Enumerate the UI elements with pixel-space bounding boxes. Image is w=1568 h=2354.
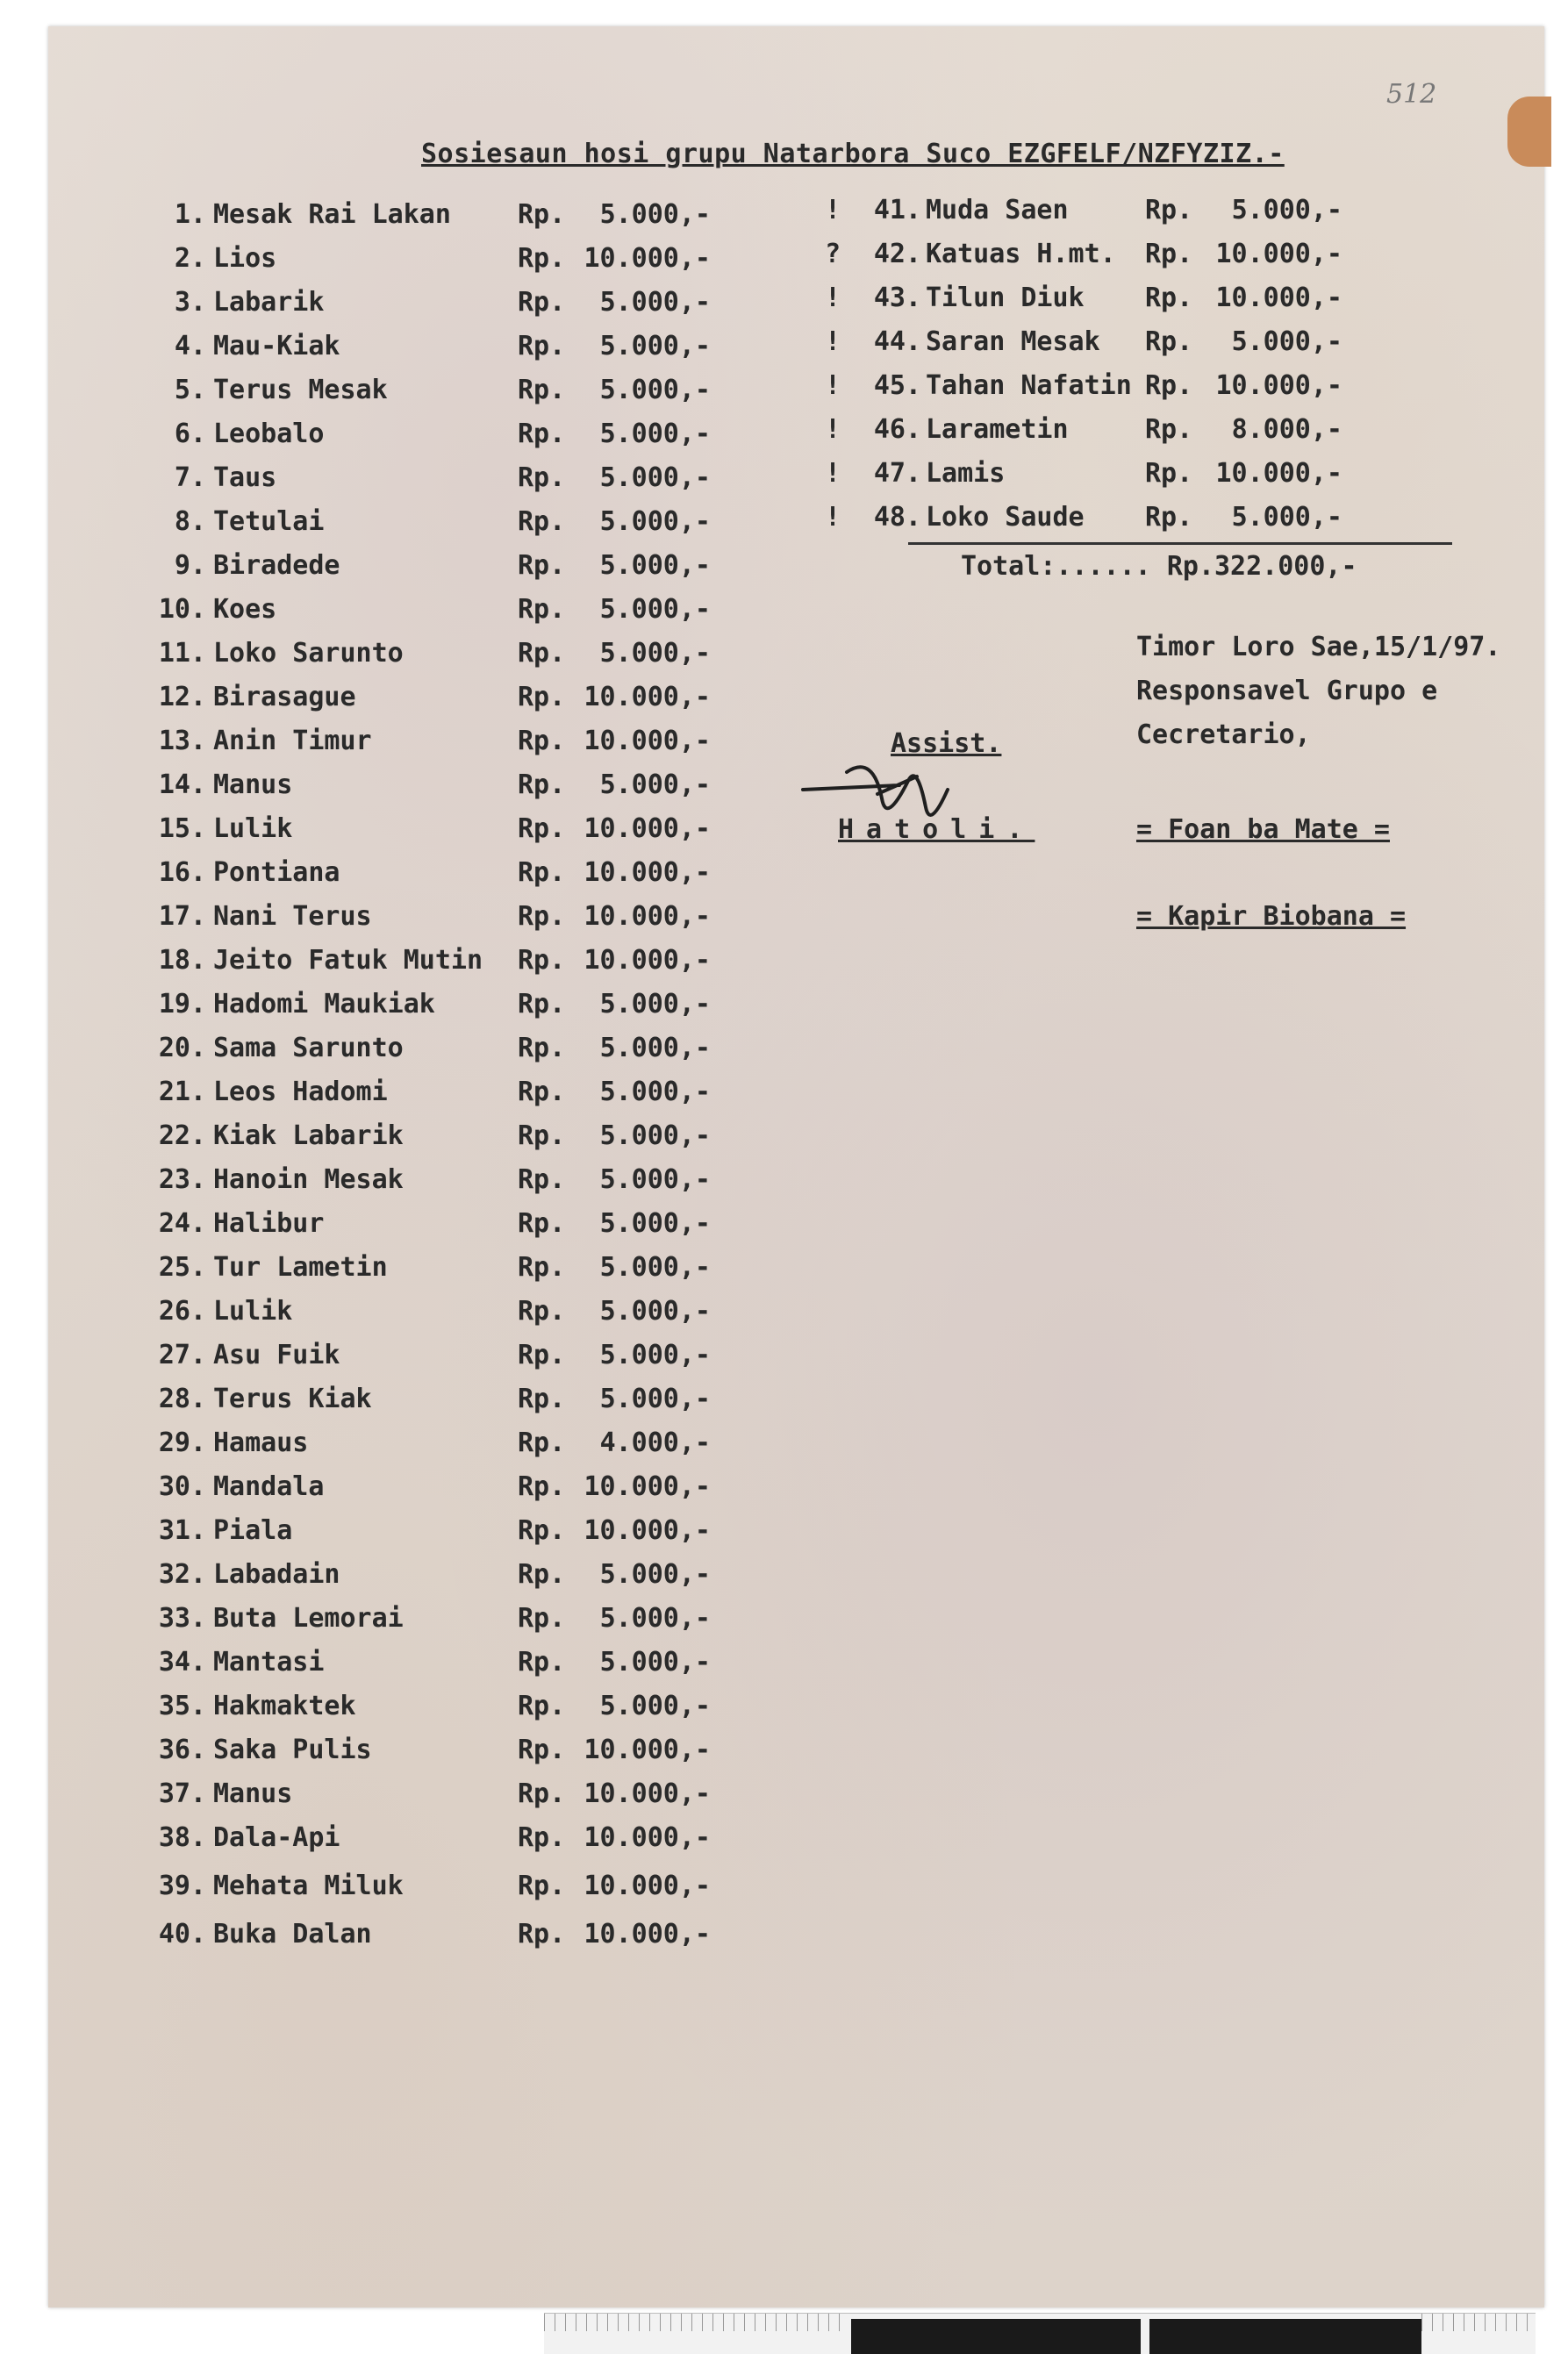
list-item-name: Dala-Api	[213, 1822, 340, 1853]
list-item-amount: 5.000,-	[599, 1691, 711, 1721]
list-item-num: 11.	[158, 638, 206, 669]
list-item-name: Leos Hadomi	[213, 1077, 388, 1107]
list-item-num: 38.	[158, 1822, 206, 1853]
list-item	[110, 1821, 724, 1856]
list-item-amount: 5.000,-	[599, 1077, 711, 1107]
list-item-num: 45.	[873, 370, 921, 401]
list-item-name: Anin Timur	[213, 726, 372, 756]
list-item-num: 36.	[158, 1735, 206, 1765]
list-item	[110, 1513, 724, 1549]
list-item-num: 48.	[873, 502, 921, 533]
list-item-rp: Rp.	[518, 287, 566, 318]
list-item	[110, 197, 724, 233]
list-item-name: Mesak Rai Lakan	[213, 199, 451, 230]
list-item-rp: Rp.	[518, 901, 566, 932]
list-item-amount: 10.000,-	[584, 1871, 711, 1901]
list-item-amount: 10.000,-	[584, 682, 711, 712]
list-item-rp: Rp.	[518, 1427, 566, 1458]
list-item-name: Tilun Diuk	[926, 283, 1085, 313]
list-item-num: 1.	[174, 199, 206, 230]
list-item-name: Katuas H.mt.	[926, 239, 1116, 269]
list-item-amount: 10.000,-	[584, 1471, 711, 1502]
list-item-rp: Rp.	[518, 1208, 566, 1239]
list-item-amount: 5.000,-	[599, 506, 711, 537]
assist-label: Assist.	[891, 728, 1002, 759]
list-item-rp: Rp.	[518, 1735, 566, 1765]
list-item	[110, 680, 724, 715]
list-item	[110, 1163, 724, 1198]
place-date: Timor Loro Sae,15/1/97.	[1136, 632, 1501, 662]
list-item	[110, 1382, 724, 1417]
list-item-amount: 5.000,-	[599, 1340, 711, 1370]
list-item-amount: 8.000,-	[1231, 414, 1342, 445]
list-item-name: Tahan Nafatin	[926, 370, 1132, 401]
list-item-amount: 5.000,-	[599, 1384, 711, 1414]
list-item-rp: Rp.	[518, 945, 566, 976]
list-item-amount: 5.000,-	[599, 287, 711, 318]
list-item-mark: !	[825, 502, 841, 533]
list-item-rp: Rp.	[518, 1559, 566, 1590]
list-item-amount: 5.000,-	[599, 462, 711, 493]
list-item-num: 12.	[158, 682, 206, 712]
list-item-name: Taus	[213, 462, 277, 493]
list-item-rp: Rp.	[1145, 458, 1193, 489]
list-item-rp: Rp.	[518, 1077, 566, 1107]
list-item-mark: ?	[825, 239, 841, 269]
list-item-amount: 5.000,-	[599, 769, 711, 800]
list-item	[110, 1869, 724, 1904]
list-item-name: Tur Lametin	[213, 1252, 388, 1283]
list-item-amount: 5.000,-	[599, 1120, 711, 1151]
list-item-name: Hamaus	[213, 1427, 309, 1458]
list-item-mark: !	[825, 458, 841, 489]
color-patch-black	[1149, 2319, 1421, 2354]
list-item-amount: 5.000,-	[599, 331, 711, 361]
list-item	[110, 1777, 724, 1812]
signatory-2: = Kapir Biobana =	[1136, 901, 1407, 932]
list-item-num: 25.	[158, 1252, 206, 1283]
list-item-amount: 5.000,-	[599, 1647, 711, 1678]
list-item	[110, 855, 724, 891]
list-item	[110, 1206, 724, 1241]
list-item-amount: 10.000,-	[584, 1778, 711, 1809]
list-item	[110, 812, 724, 847]
list-item-name: Sama Sarunto	[213, 1033, 404, 1063]
list-item-rp: Rp.	[518, 1471, 566, 1502]
list-item-amount: 5.000,-	[599, 550, 711, 581]
list-item	[110, 1119, 724, 1154]
list-item-num: 44.	[873, 326, 921, 357]
list-item-rp: Rp.	[518, 550, 566, 581]
list-item-rp: Rp.	[518, 462, 566, 493]
list-item-name: Larametin	[926, 414, 1069, 445]
list-item-amount: 4.000,-	[599, 1427, 711, 1458]
list-item	[825, 456, 1457, 491]
total-label: Total:......	[961, 551, 1151, 582]
list-item-name: Saka Pulis	[213, 1735, 372, 1765]
responsible-line-2: Cecretario,	[1136, 719, 1311, 750]
list-item-rp: Rp.	[1145, 326, 1193, 357]
list-item-rp: Rp.	[518, 1603, 566, 1634]
list-item-rp: Rp.	[518, 331, 566, 361]
list-item-amount: 10.000,-	[584, 1919, 711, 1950]
list-item	[110, 1733, 724, 1768]
ruler-ticks	[1421, 2314, 1536, 2331]
list-item	[110, 329, 724, 364]
list-item-num: 8.	[174, 506, 206, 537]
list-item-rp: Rp.	[518, 1778, 566, 1809]
list-item-rp: Rp.	[518, 1871, 566, 1901]
list-item-amount: 5.000,-	[599, 1603, 711, 1634]
list-item-name: Manus	[213, 1778, 293, 1809]
list-item-amount: 5.000,-	[599, 1033, 711, 1063]
list-item-num: 37.	[158, 1778, 206, 1809]
list-item	[110, 461, 724, 496]
list-item-num: 18.	[158, 945, 206, 976]
list-item-name: Loko Sarunto	[213, 638, 404, 669]
list-item-num: 21.	[158, 1077, 206, 1107]
list-item	[825, 368, 1457, 404]
list-item-rp: Rp.	[518, 1340, 566, 1370]
list-item-amount: 5.000,-	[1231, 326, 1342, 357]
list-item	[110, 768, 724, 803]
list-item-amount: 10.000,-	[1215, 370, 1342, 401]
scan-color-bar	[544, 2313, 1536, 2354]
list-item-amount: 5.000,-	[599, 1296, 711, 1327]
list-item-name: Buka Dalan	[213, 1919, 372, 1950]
list-item-amount: 5.000,-	[599, 989, 711, 1020]
list-item	[110, 1601, 724, 1636]
list-item-mark: !	[825, 195, 841, 225]
list-item-num: 26.	[158, 1296, 206, 1327]
list-item-num: 35.	[158, 1691, 206, 1721]
total-amount: Rp.322.000,-	[1166, 551, 1357, 582]
list-item-num: 29.	[158, 1427, 206, 1458]
list-item	[110, 1470, 724, 1505]
list-item-rp: Rp.	[1145, 239, 1193, 269]
list-item-rp: Rp.	[518, 1252, 566, 1283]
list-item-rp: Rp.	[518, 419, 566, 449]
list-item-amount: 10.000,-	[584, 901, 711, 932]
list-item	[825, 325, 1457, 360]
list-item-rp: Rp.	[1145, 195, 1193, 225]
list-item-num: 43.	[873, 283, 921, 313]
list-item-amount: 10.000,-	[584, 726, 711, 756]
list-item-name: Birasague	[213, 682, 356, 712]
list-item-name: Lamis	[926, 458, 1006, 489]
list-item-amount: 5.000,-	[599, 199, 711, 230]
list-item-rp: Rp.	[518, 594, 566, 625]
list-item-name: Asu Fuik	[213, 1340, 340, 1370]
list-item-amount: 5.000,-	[599, 419, 711, 449]
list-item-name: Leobalo	[213, 419, 325, 449]
list-item	[825, 412, 1457, 447]
list-item-num: 7.	[174, 462, 206, 493]
signatory-1: = Foan ba Mate =	[1136, 814, 1390, 845]
list-item-name: Lios	[213, 243, 277, 274]
list-item-rp: Rp.	[518, 1384, 566, 1414]
list-item-rp: Rp.	[518, 989, 566, 1020]
list-item-num: 32.	[158, 1559, 206, 1590]
list-item-amount: 10.000,-	[584, 857, 711, 888]
list-item-amount: 10.000,-	[584, 813, 711, 844]
list-item-name: Mandala	[213, 1471, 325, 1502]
list-item-num: 15.	[158, 813, 206, 844]
list-item-name: Hakmaktek	[213, 1691, 356, 1721]
list-item-name: Tetulai	[213, 506, 325, 537]
list-item-rp: Rp.	[518, 506, 566, 537]
list-item-amount: 5.000,-	[599, 594, 711, 625]
list-item-name: Koes	[213, 594, 277, 625]
list-item-num: 17.	[158, 901, 206, 932]
list-item-name: Biradede	[213, 550, 340, 581]
list-item-amount: 5.000,-	[599, 1208, 711, 1239]
list-item-rp: Rp.	[1145, 370, 1193, 401]
list-item	[110, 1250, 724, 1285]
list-item	[110, 241, 724, 276]
list-item-rp: Rp.	[518, 813, 566, 844]
list-item-num: 28.	[158, 1384, 206, 1414]
list-item-rp: Rp.	[518, 1296, 566, 1327]
contributor-list-right	[825, 193, 1457, 544]
list-item-rp: Rp.	[518, 199, 566, 230]
list-item-num: 9.	[174, 550, 206, 581]
list-item-name: Mau-Kiak	[213, 331, 340, 361]
list-item-rp: Rp.	[518, 1033, 566, 1063]
list-item	[110, 636, 724, 671]
list-item	[110, 1645, 724, 1680]
page-number: 512	[1386, 79, 1437, 110]
list-item-rp: Rp.	[518, 769, 566, 800]
list-item-name: Jeito Fatuk Mutin	[213, 945, 483, 976]
list-item	[110, 1426, 724, 1461]
list-item-amount: 5.000,-	[599, 1164, 711, 1195]
list-item-rp: Rp.	[518, 1164, 566, 1195]
list-item	[110, 504, 724, 540]
list-item	[110, 1075, 724, 1110]
list-item-amount: 5.000,-	[599, 1252, 711, 1283]
paper-tab	[1507, 97, 1551, 167]
ruler-ticks	[544, 2314, 842, 2331]
list-item-name: Terus Mesak	[213, 375, 388, 405]
list-item-name: Nani Terus	[213, 901, 372, 932]
list-item-name: Buta Lemorai	[213, 1603, 404, 1634]
list-item-num: 40.	[158, 1919, 206, 1950]
list-item-num: 5.	[174, 375, 206, 405]
total-rule	[908, 542, 1452, 545]
list-item	[110, 899, 724, 934]
list-item-rp: Rp.	[518, 682, 566, 712]
list-item-name: Labadain	[213, 1559, 340, 1590]
list-item	[825, 281, 1457, 316]
list-item-name: Hadomi Maukiak	[213, 989, 435, 1020]
list-item	[110, 548, 724, 583]
list-item-amount: 5.000,-	[1231, 195, 1342, 225]
list-item	[110, 1557, 724, 1592]
list-item-rp: Rp.	[518, 243, 566, 274]
document-page	[48, 26, 1544, 2307]
list-item	[110, 1338, 724, 1373]
list-item-name: Loko Saude	[926, 502, 1085, 533]
responsible-line-1: Responsavel Grupo e	[1136, 676, 1438, 706]
list-item-amount: 10.000,-	[584, 1735, 711, 1765]
list-item-name: Kiak Labarik	[213, 1120, 404, 1151]
list-item-num: 3.	[174, 287, 206, 318]
list-item	[110, 1689, 724, 1724]
list-item-rp: Rp.	[518, 1647, 566, 1678]
list-item-amount: 10.000,-	[584, 243, 711, 274]
list-item-name: Pontiana	[213, 857, 340, 888]
list-item-num: 14.	[158, 769, 206, 800]
list-item-rp: Rp.	[518, 1919, 566, 1950]
list-item	[110, 987, 724, 1022]
list-item-amount: 10.000,-	[1215, 239, 1342, 269]
list-item-rp: Rp.	[518, 375, 566, 405]
list-item-amount: 5.000,-	[599, 1559, 711, 1590]
list-item-amount: 5.000,-	[599, 375, 711, 405]
list-item-name: Labarik	[213, 287, 325, 318]
assist-name: Hatoli.	[838, 814, 1035, 845]
list-item-num: 47.	[873, 458, 921, 489]
page-title: Sosiesaun hosi grupu Natarbora Suco EZGFELF/NZFYZIZ.-	[421, 139, 1285, 169]
list-item-num: 41.	[873, 195, 921, 225]
list-item-name: Mantasi	[213, 1647, 325, 1678]
list-item-num: 39.	[158, 1871, 206, 1901]
list-item-mark: !	[825, 326, 841, 357]
list-item-num: 13.	[158, 726, 206, 756]
list-item-amount: 5.000,-	[599, 638, 711, 669]
list-item	[110, 1031, 724, 1066]
list-item-rp: Rp.	[518, 1691, 566, 1721]
list-item-mark: !	[825, 414, 841, 445]
list-item	[825, 237, 1457, 272]
list-item-num: 42.	[873, 239, 921, 269]
list-item-name: Saran Mesak	[926, 326, 1100, 357]
list-item	[110, 417, 724, 452]
list-item-rp: Rp.	[518, 726, 566, 756]
list-item-num: 27.	[158, 1340, 206, 1370]
list-item	[825, 193, 1457, 228]
list-item-amount: 10.000,-	[1215, 283, 1342, 313]
list-item-amount: 10.000,-	[1215, 458, 1342, 489]
list-item-num: 30.	[158, 1471, 206, 1502]
color-patch-black	[851, 2319, 1141, 2354]
list-item-num: 4.	[174, 331, 206, 361]
list-item-amount: 5.000,-	[1231, 502, 1342, 533]
list-item-name: Manus	[213, 769, 293, 800]
list-item-amount: 10.000,-	[584, 945, 711, 976]
list-item-name: Halibur	[213, 1208, 325, 1239]
list-item	[110, 1294, 724, 1329]
list-item-num: 33.	[158, 1603, 206, 1634]
list-item-name: Terus Kiak	[213, 1384, 372, 1414]
list-item-num: 16.	[158, 857, 206, 888]
list-item-num: 46.	[873, 414, 921, 445]
list-item-num: 19.	[158, 989, 206, 1020]
list-item-rp: Rp.	[518, 638, 566, 669]
list-item-rp: Rp.	[518, 857, 566, 888]
list-item-num: 2.	[174, 243, 206, 274]
list-item-num: 24.	[158, 1208, 206, 1239]
list-item-rp: Rp.	[1145, 283, 1193, 313]
contributor-list-left	[110, 197, 724, 1996]
list-item-amount: 10.000,-	[584, 1822, 711, 1853]
list-item-rp: Rp.	[1145, 414, 1193, 445]
list-item-num: 6.	[174, 419, 206, 449]
list-item-rp: Rp.	[1145, 502, 1193, 533]
list-item-num: 22.	[158, 1120, 206, 1151]
list-item-name: Lulik	[213, 813, 293, 844]
list-item	[110, 373, 724, 408]
list-item-name: Mehata Miluk	[213, 1871, 404, 1901]
list-item	[825, 500, 1457, 535]
list-item-amount: 10.000,-	[584, 1515, 711, 1546]
list-item-name: Hanoin Mesak	[213, 1164, 404, 1195]
list-item	[110, 724, 724, 759]
list-item-mark: !	[825, 283, 841, 313]
list-item-rp: Rp.	[518, 1120, 566, 1151]
list-item	[110, 943, 724, 978]
list-item-num: 20.	[158, 1033, 206, 1063]
total-line	[961, 551, 1357, 582]
list-item	[110, 592, 724, 627]
list-item-num: 31.	[158, 1515, 206, 1546]
list-item-num: 10.	[158, 594, 206, 625]
list-item-rp: Rp.	[518, 1515, 566, 1546]
list-item-name: Muda Saen	[926, 195, 1069, 225]
list-item-num: 23.	[158, 1164, 206, 1195]
list-item	[110, 285, 724, 320]
list-item-rp: Rp.	[518, 1822, 566, 1853]
list-item-num: 34.	[158, 1647, 206, 1678]
list-item-name: Lulik	[213, 1296, 293, 1327]
list-item-mark: !	[825, 370, 841, 401]
list-item-name: Piala	[213, 1515, 293, 1546]
list-item	[110, 1917, 724, 1952]
